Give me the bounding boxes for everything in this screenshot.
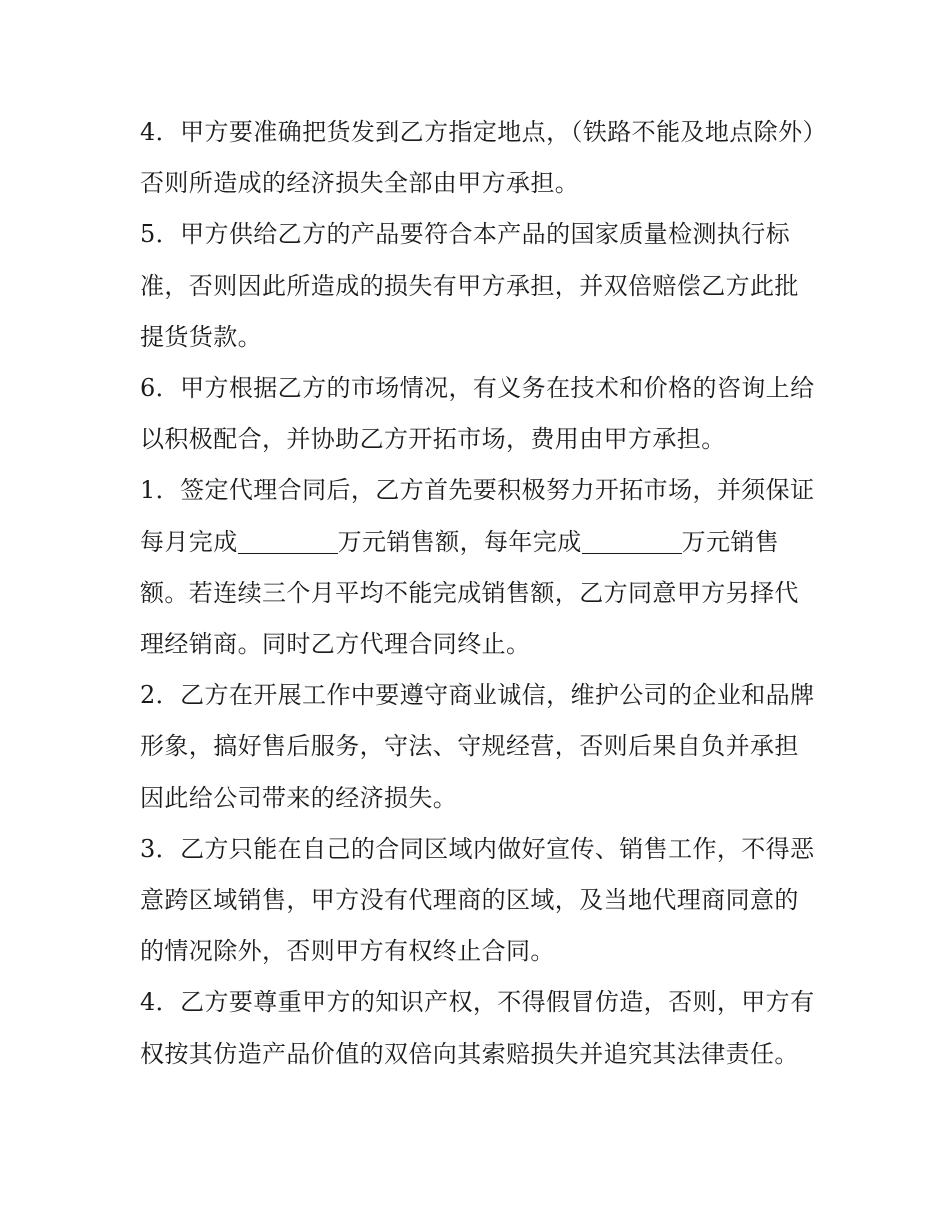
clause-party-a-6: 6．甲方根据乙方的市场情况，有义务在技术和价格的咨询上给以积极配合，并协助乙方开拓市场，费用由甲方承担。 <box>140 374 815 454</box>
clause-party-b-3: 3．乙方只能在自己的合同区域内做好宣传、销售工作，不得恶意跨区域销售，甲方没有代理商的区域，及当地代理商同意的的情况除外，否则甲方有权终止合同。 <box>140 834 815 966</box>
yearly-amount-blank <box>582 528 682 554</box>
clause-text-segment: 万元销售额，每年完成 <box>337 527 582 556</box>
clause-text-segment: 万元销售额。若连续三个月平均不能完成销售额，乙方同意甲方另择代理经销商。同时乙方代理合同终止。 <box>140 527 799 659</box>
clause-text-segment: 1．签定代理合同后，乙方首先要积极努力开拓市场，并须保证每月完成 <box>140 476 815 556</box>
clause-party-b-4: 4．乙方要尊重甲方的知识产权，不得假冒仿造，否则，甲方有权按其仿造产品价值的双倍向其索赔损失并追究其法律责任。 <box>140 988 815 1068</box>
clause-party-b-1 <box>140 465 820 670</box>
document-body <box>140 107 820 1080</box>
monthly-amount-blank <box>238 528 338 554</box>
clause-party-a-5: 5．甲方供给乙方的产品要符合本产品的国家质量检测执行标准，否则因此所造成的损失有甲方承担，并双倍赔偿乙方此批提货货款。 <box>140 220 799 351</box>
clause-party-b-2: 2．乙方在开展工作中要遵守商业诚信，维护公司的企业和品牌形象，搞好售后服务，守法、守规经营，否则后果自负并承担因此给公司带来的经济损失。 <box>140 681 815 812</box>
clause-party-a-4: 4．甲方要准确把货发到乙方指定地点，（铁路不能及地点除外）否则所造成的经济损失全部由甲方承担。 <box>140 118 815 198</box>
